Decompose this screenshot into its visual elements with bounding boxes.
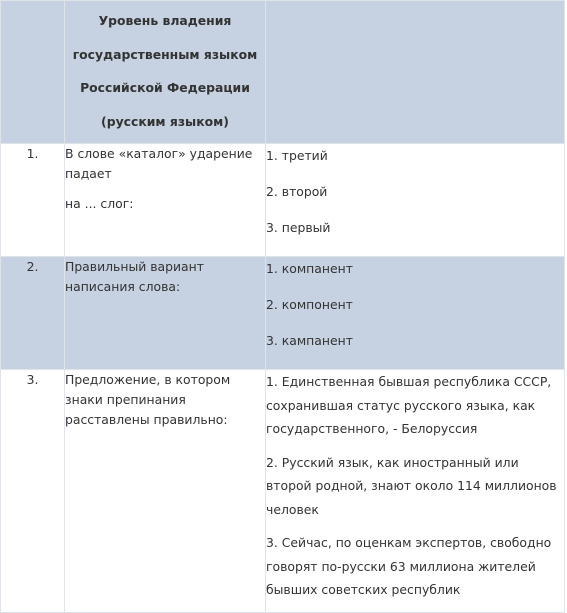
table-row <box>1 257 565 370</box>
question-text <box>65 144 266 257</box>
question-line: написания слова: <box>65 279 181 294</box>
answer-option: 1. компанент <box>266 261 353 276</box>
answer-option: 1. третий <box>266 148 328 163</box>
question-number: 2. <box>1 257 65 370</box>
answer-option: 2. Русский язык, как иностранный или второй родной, знают около 114 миллионов человек <box>266 454 557 517</box>
question-line: Правильный вариант <box>65 259 204 274</box>
question-line: В слове «каталог» ударение <box>65 146 253 161</box>
answer-option: 1. Единственная бывшая республика СССР, сохранившая статус русского языка, как государственного, - Белоруссия <box>266 374 552 436</box>
question-line: на ... слог: <box>65 196 134 211</box>
answer-option: 2. второй <box>266 184 328 199</box>
header-title-cell <box>65 1 266 144</box>
header-title-line: государственным языком <box>72 46 258 62</box>
question-line: расставлены правильно: <box>65 412 228 427</box>
answer-option: 3. Сейчас, по оценкам экспертов, свободно говорят по-русски 63 миллиона жителей бывших советских республик <box>266 535 552 597</box>
question-line: знаки препинания <box>65 392 186 407</box>
header-number-cell <box>1 1 65 144</box>
table-row <box>1 144 565 257</box>
header-title-line: Российской Федерации <box>80 80 250 95</box>
header-title-line: (русским языком) <box>101 113 229 129</box>
question-number: 3. <box>1 370 65 613</box>
question-line: Предложение, в котором <box>65 372 231 387</box>
header-answers-cell <box>266 1 565 144</box>
question-line: падает <box>65 166 112 181</box>
answer-option: 2. компонент <box>266 297 353 312</box>
answer-options <box>266 144 565 257</box>
header-title <box>65 1 265 138</box>
answer-options <box>266 370 565 613</box>
header-title-line: Уровень владения <box>98 13 232 28</box>
answer-option: 3. кампанент <box>266 333 353 348</box>
answer-option: 3. первый <box>266 220 331 235</box>
table-header-row <box>1 1 565 144</box>
answer-options <box>266 257 565 370</box>
question-text <box>65 257 266 370</box>
table-row <box>1 370 565 613</box>
question-text <box>65 370 266 613</box>
question-number: 1. <box>1 144 65 257</box>
